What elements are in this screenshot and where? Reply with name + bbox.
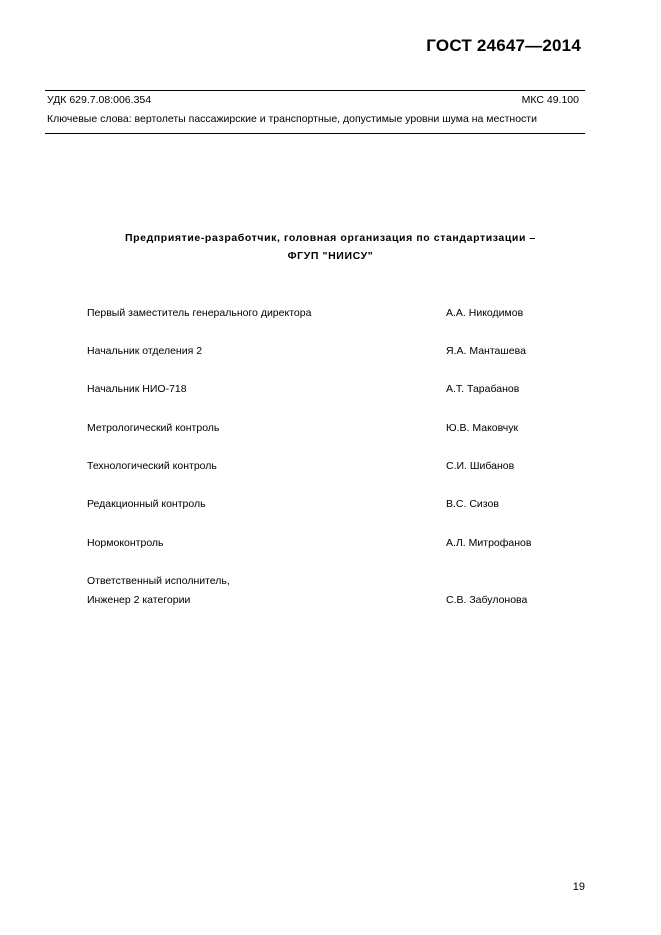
staff-role: Технологический контроль [87,460,217,472]
document-code: ГОСТ 24647—2014 [426,36,581,55]
staff-name: Я.А. Манташева [446,345,526,357]
staff-role-secondary: Инженер 2 категории [87,594,191,606]
staff-name: С.В. Забулонова [446,594,528,606]
staff-role: Начальник отделения 2 [87,345,203,357]
staff-role: Метрологический контроль [87,422,220,434]
staff-name: А.Л. Митрофанов [446,537,532,549]
staff-role: Ответственный исполнитель, [87,575,230,587]
organization-heading [0,229,661,265]
page-number: 19 [572,881,585,893]
udk-code: УДК 629.7.08:006.354 [47,94,152,106]
staff-role: Нормоконтроль [87,537,164,549]
staff-role: Первый заместитель генерального директора [87,307,312,319]
staff-name: С.И. Шибанов [446,460,515,472]
staff-role: Редакционный контроль [87,498,206,510]
organization-line-2: ФГУП "НИИСУ" [287,250,374,262]
staff-name: А.А. Никодимов [446,307,524,319]
keywords-line: Ключевые слова: вертолеты пассажирские и транспортные, допустимые уровни шума на местности [47,113,537,125]
mks-code: МКС 49.100 [521,94,579,106]
organization-line-1: Предприятие-разработчик, головная организация по стандартизации – [125,232,536,244]
divider-bottom [45,133,585,134]
staff-name: А.Т. Тарабанов [446,383,520,395]
divider-top [45,90,585,91]
staff-name: Ю.В. Маковчук [446,422,519,434]
staff-name: В.С. Сизов [446,498,499,510]
staff-role: Начальник НИО-718 [87,383,187,395]
